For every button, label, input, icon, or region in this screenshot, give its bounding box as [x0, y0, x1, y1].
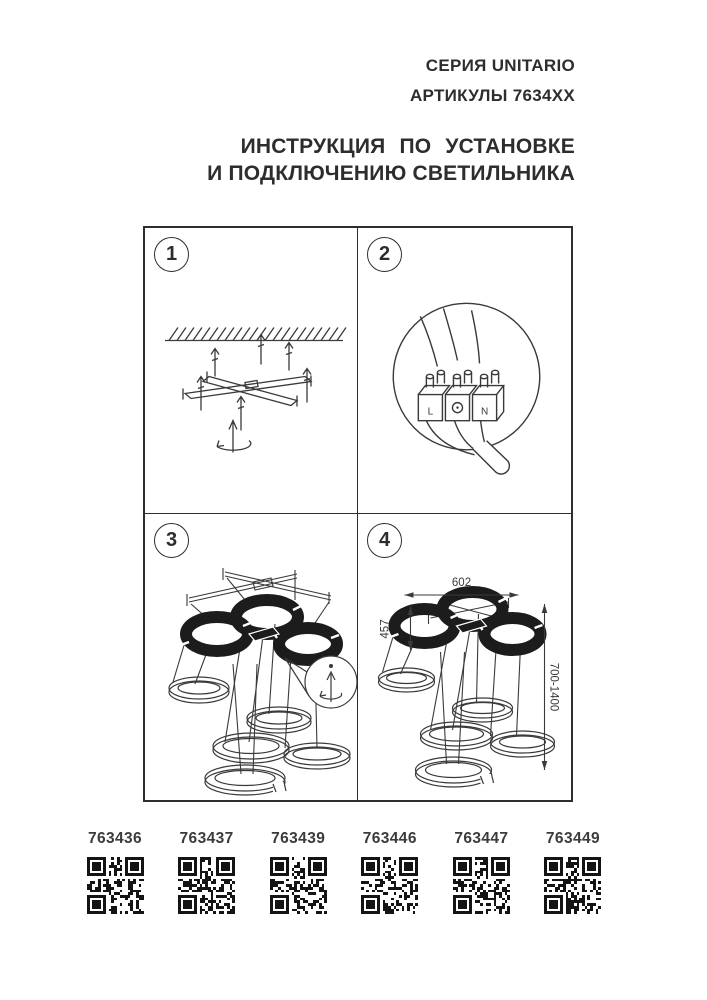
qr-code-icon — [453, 857, 510, 914]
supply-wires — [420, 308, 479, 366]
terminal-label-live: L — [427, 406, 434, 418]
ceiling-hatch — [169, 328, 346, 341]
instruction-steps-grid — [143, 226, 573, 802]
terminal-label-neutral: N — [480, 406, 489, 418]
qr-code-icon — [87, 857, 144, 914]
article-number: 763439 — [271, 830, 326, 847]
article-number: 763446 — [362, 830, 417, 847]
rotate-arrow — [217, 421, 251, 453]
step-3-panel — [145, 514, 358, 800]
dimension-height-label: 700-1400 — [547, 662, 560, 712]
light-rings — [379, 668, 555, 787]
mounting-screws — [197, 335, 311, 431]
detail-zoom-circle — [393, 303, 540, 450]
article-column — [540, 830, 606, 914]
article-column — [265, 830, 331, 914]
title-line-2: И ПОДКЛЮЧЕНИЮ СВЕТИЛЬНИКА — [207, 162, 575, 185]
article-column — [448, 830, 514, 914]
qr-code-icon — [544, 857, 601, 914]
mounting-cross-bracket — [183, 372, 311, 407]
dimension-width-label: 602 — [451, 577, 472, 589]
series-label: СЕРИЯ UNITARIO — [425, 56, 575, 75]
article-column — [82, 830, 148, 914]
fixture-cable — [473, 441, 510, 474]
article-number: 763449 — [545, 830, 601, 847]
qr-code-icon — [361, 857, 418, 914]
article-number: 763437 — [179, 830, 234, 847]
step-2-number-badge: 2 — [367, 237, 402, 272]
article-number: 763447 — [454, 830, 509, 847]
qr-code-icon — [270, 857, 327, 914]
page-title — [207, 133, 575, 187]
step-3-number-badge: 3 — [154, 523, 189, 558]
articles-label: АРТИКУЛЫ 7634XX — [409, 86, 575, 105]
article-qr-row — [82, 830, 606, 914]
document-header — [410, 56, 575, 106]
step-4-panel — [358, 514, 571, 800]
article-number: 763436 — [87, 830, 143, 847]
step-2-panel — [358, 228, 571, 514]
earth-symbol-dot — [456, 406, 458, 408]
title-line-1: ИНСТРУКЦИЯ ПО УСТАНОВКЕ — [240, 135, 575, 158]
step-1-number-badge: 1 — [154, 237, 189, 272]
article-column — [357, 830, 423, 914]
step-4-number-badge: 4 — [367, 523, 402, 558]
dimension-depth — [408, 606, 414, 650]
article-column — [174, 830, 240, 914]
qr-code-icon — [178, 857, 235, 914]
step-1-panel — [145, 228, 358, 514]
dimension-depth-label: 457 — [379, 619, 392, 639]
